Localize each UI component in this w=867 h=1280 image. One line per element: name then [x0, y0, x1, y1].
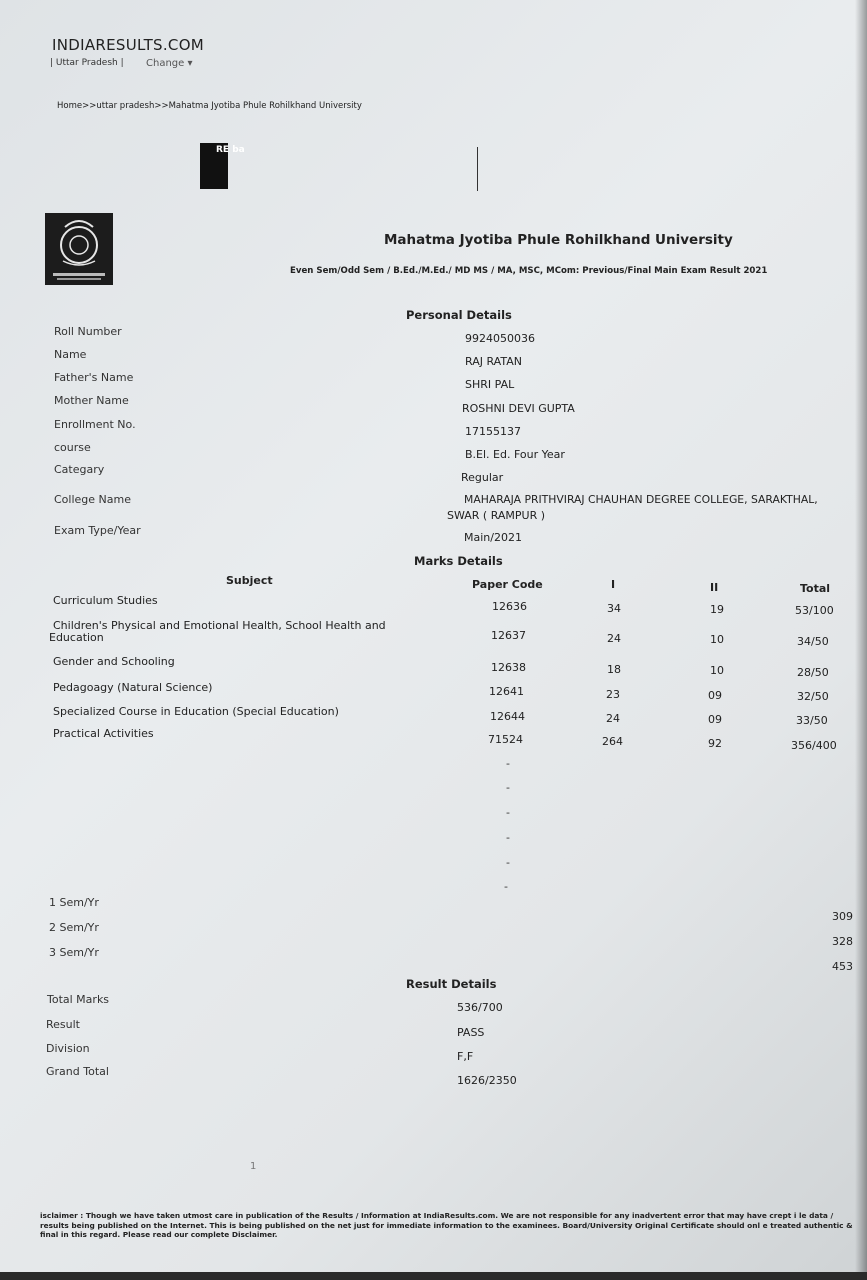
table-row-ii: 09 — [708, 713, 722, 726]
column-header-i: I — [611, 578, 616, 591]
site-logo[interactable]: INDIARESULTS.COM — [52, 36, 205, 54]
mother-name-label: Mother Name — [54, 394, 129, 407]
semester-value: 453 — [832, 960, 853, 973]
page-edge-shadow — [855, 0, 867, 1280]
university-crest-logo — [45, 213, 113, 285]
table-row-code: 12637 — [491, 629, 526, 642]
division-value: F,F — [457, 1050, 474, 1063]
semester-label: 2 Sem/Yr — [49, 921, 99, 934]
grand-total-label: Grand Total — [46, 1065, 109, 1078]
semester-value: 328 — [832, 935, 853, 948]
table-row-subject: Children's Physical and Emotional Health, School Health and — [53, 619, 386, 632]
personal-details-heading: Personal Details — [406, 308, 512, 322]
disclaimer-text[interactable]: isclaimer : Though we have taken utmost care in publication of the Results / Information at IndiaResults.com. We are not responsible for any inadvertent error that may have crept i le data / results being published on the Internet. This is being published on the net just for immediate information to the examinees. Board/University Original Certificate should onl e treated authentic & final in this regard. Please read our complete Disclaimer. — [40, 1211, 853, 1239]
column-header-total: Total — [800, 582, 831, 595]
division-label: Division — [46, 1042, 90, 1055]
result-value: PASS — [457, 1026, 485, 1039]
table-row-i: 24 — [607, 632, 621, 645]
table-row-subject-line2: Education — [49, 631, 104, 644]
table-row-ii: 09 — [708, 689, 722, 702]
result-label: Result — [46, 1018, 80, 1031]
empty-row-dash: - — [506, 757, 510, 770]
table-row-i: 23 — [606, 688, 620, 701]
total-marks-value: 536/700 — [457, 1001, 503, 1014]
table-row-ii: 19 — [710, 603, 724, 616]
table-row-code: 12638 — [491, 661, 526, 674]
bottom-edge — [0, 1272, 867, 1280]
ad-banner[interactable]: RE ba — [200, 143, 228, 189]
semester-label: 1 Sem/Yr — [49, 896, 99, 909]
roll-number-label: Roll Number — [54, 325, 122, 338]
father-name-value: SHRI PAL — [465, 378, 515, 391]
table-row-total: 33/50 — [796, 714, 828, 727]
empty-row-dash: - — [506, 856, 510, 869]
table-row-subject: Practical Activities — [53, 727, 154, 740]
table-row-total: 356/400 — [791, 739, 837, 752]
page-number: 1 — [250, 1161, 257, 1172]
semester-value: 309 — [832, 910, 853, 923]
semester-label: 3 Sem/Yr — [49, 946, 99, 959]
table-row-subject: Pedagoagy (Natural Science) — [53, 681, 213, 694]
category-value: Regular — [461, 471, 504, 484]
table-row-code: 71524 — [488, 733, 523, 746]
exam-type-value: Main/2021 — [464, 531, 522, 544]
column-header-paper-code: Paper Code — [472, 578, 543, 591]
table-row-subject: Specialized Course in Education (Special Education) — [53, 705, 339, 718]
university-name: Mahatma Jyotiba Phule Rohilkhand University — [384, 232, 733, 248]
marks-details-heading: Marks Details — [414, 554, 503, 568]
father-name-label: Father's Name — [54, 371, 134, 384]
table-row-total: 28/50 — [797, 666, 829, 679]
college-name-value: MAHARAJA PRITHVIRAJ CHAUHAN DEGREE COLLEGE, SARAKTHAL, — [464, 493, 818, 506]
table-row-total: 53/100 — [795, 604, 834, 617]
breadcrumb[interactable]: Home>>uttar pradesh>>Mahatma Jyotiba Phule Rohilkhand University — [57, 101, 362, 111]
name-value: RAJ RATAN — [465, 355, 522, 368]
enrollment-value: 17155137 — [465, 425, 521, 438]
empty-row-dash: - — [506, 831, 510, 844]
exam-title: Even Sem/Odd Sem / B.Ed./M.Ed./ MD MS / MA, MSC, MCom: Previous/Final Main Exam Result 2021 — [290, 266, 768, 276]
state-label: | Uttar Pradesh | — [50, 58, 124, 68]
table-row-i: 24 — [606, 712, 620, 725]
table-row-subject: Curriculum Studies — [53, 594, 158, 607]
table-row-code: 12641 — [489, 685, 524, 698]
table-row-i: 34 — [607, 602, 621, 615]
total-marks-label: Total Marks — [47, 993, 110, 1006]
column-header-subject: Subject — [226, 574, 273, 587]
category-label: Categary — [54, 463, 105, 476]
college-name-value-line2: SWAR ( RAMPUR ) — [447, 509, 546, 522]
table-row-total: 34/50 — [797, 635, 829, 648]
exam-type-label: Exam Type/Year — [54, 524, 141, 537]
empty-row-dash: - — [504, 880, 508, 893]
grand-total-value: 1626/2350 — [457, 1074, 517, 1087]
course-label: course — [54, 441, 91, 454]
table-row-ii: 10 — [710, 633, 724, 646]
mother-name-value: ROSHNI DEVI GUPTA — [462, 402, 575, 415]
empty-row-dash: - — [506, 781, 510, 794]
table-row-ii: 10 — [710, 664, 724, 677]
table-row-i: 18 — [607, 663, 621, 676]
table-row-i: 264 — [602, 735, 623, 748]
table-row-code: 12644 — [490, 710, 525, 723]
table-row-code: 12636 — [492, 600, 527, 613]
divider — [477, 147, 478, 191]
name-label: Name — [54, 348, 87, 361]
change-state-link[interactable]: Change ▾ — [146, 58, 193, 69]
table-row-total: 32/50 — [797, 690, 829, 703]
table-row-subject: Gender and Schooling — [53, 655, 175, 668]
college-name-label: College Name — [54, 493, 131, 506]
enrollment-label: Enrollment No. — [54, 418, 136, 431]
column-header-ii: II — [710, 581, 719, 594]
roll-number-value: 9924050036 — [465, 332, 535, 345]
table-row-ii: 92 — [708, 737, 722, 750]
course-value: B.El. Ed. Four Year — [465, 448, 565, 461]
result-details-heading: Result Details — [406, 977, 497, 991]
empty-row-dash: - — [506, 806, 510, 819]
